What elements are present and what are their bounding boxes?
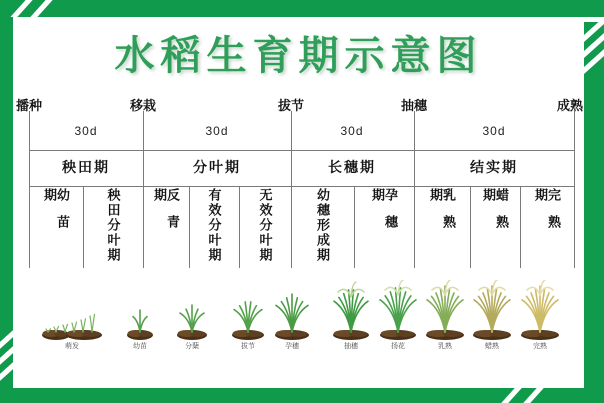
plant-stage-label: 完熟 — [533, 343, 547, 350]
frame-bar-left — [0, 0, 13, 388]
substage-label: 孕穗期 — [370, 188, 398, 242]
substage-cell — [291, 188, 354, 266]
substage-cell — [83, 188, 143, 266]
plant-stage-label: 分蘖 — [185, 343, 199, 350]
substage-cell — [414, 188, 470, 266]
period-panicle: 长穗期 — [328, 159, 376, 175]
frame-bar-right — [584, 22, 604, 403]
substage-cell — [143, 188, 189, 266]
substage-cell — [189, 188, 239, 266]
substage-label: 幼苗期 — [42, 188, 70, 242]
period-grainfill: 结实期 — [470, 159, 518, 175]
chart-line — [29, 186, 575, 187]
plant-illustration-icon — [37, 280, 107, 342]
substage-cell — [470, 188, 520, 266]
substage-label: 有效分叶期 — [206, 188, 222, 263]
plant-stage-label: 幼苗 — [133, 343, 147, 350]
substage-label: 蜡熟期 — [481, 188, 509, 242]
plant-stage-label: 扬花 — [391, 343, 405, 350]
timeline-marker-jointing: 拔节 — [277, 98, 305, 113]
substage-cell — [239, 188, 291, 266]
plant-illustration-icon — [505, 280, 575, 342]
interval-duration: 30d — [482, 124, 506, 138]
interval-duration: 30d — [340, 124, 364, 138]
interval-duration: 30d — [205, 124, 229, 138]
plant-stage-label: 萌发 — [65, 343, 79, 350]
substage-label: 反青期 — [152, 188, 180, 242]
interval-duration: 30d — [74, 124, 98, 138]
plant-stage-label: 蜡熟 — [485, 343, 499, 350]
timeline-marker-transplanting: 移栽 — [129, 98, 157, 113]
plant-stage-germination — [37, 280, 107, 352]
page-title: 水稻生育期示意图 — [114, 34, 483, 78]
plant-stage-label: 拔节 — [241, 343, 255, 350]
period-nursery: 秧田期 — [62, 159, 110, 175]
plant-stage-label: 孕穗 — [285, 343, 299, 350]
substage-label: 无效分叶期 — [257, 188, 273, 263]
timeline-marker-heading: 抽穗 — [400, 98, 428, 113]
substage-label: 完熟期 — [533, 188, 561, 242]
chart-line — [29, 150, 575, 151]
substage-label: 幼穗形成期 — [315, 188, 330, 263]
plant-stage-label: 乳熟 — [438, 343, 452, 350]
timeline-marker-maturity: 成熟 — [556, 98, 584, 113]
substage-cell — [29, 188, 83, 266]
timeline-marker-sowing: 播种 — [15, 98, 43, 113]
substage-cell — [520, 188, 574, 266]
plant-stage-label: 抽穗 — [344, 343, 358, 350]
substage-cell — [354, 188, 414, 266]
substage-label: 秧田分叶期 — [105, 188, 121, 263]
substage-label: 乳熟期 — [428, 188, 456, 242]
chart-line — [574, 111, 575, 268]
period-tillering: 分叶期 — [193, 159, 241, 175]
frame-bar-top — [0, 0, 604, 17]
plant-stage-full-ripe — [505, 280, 575, 352]
